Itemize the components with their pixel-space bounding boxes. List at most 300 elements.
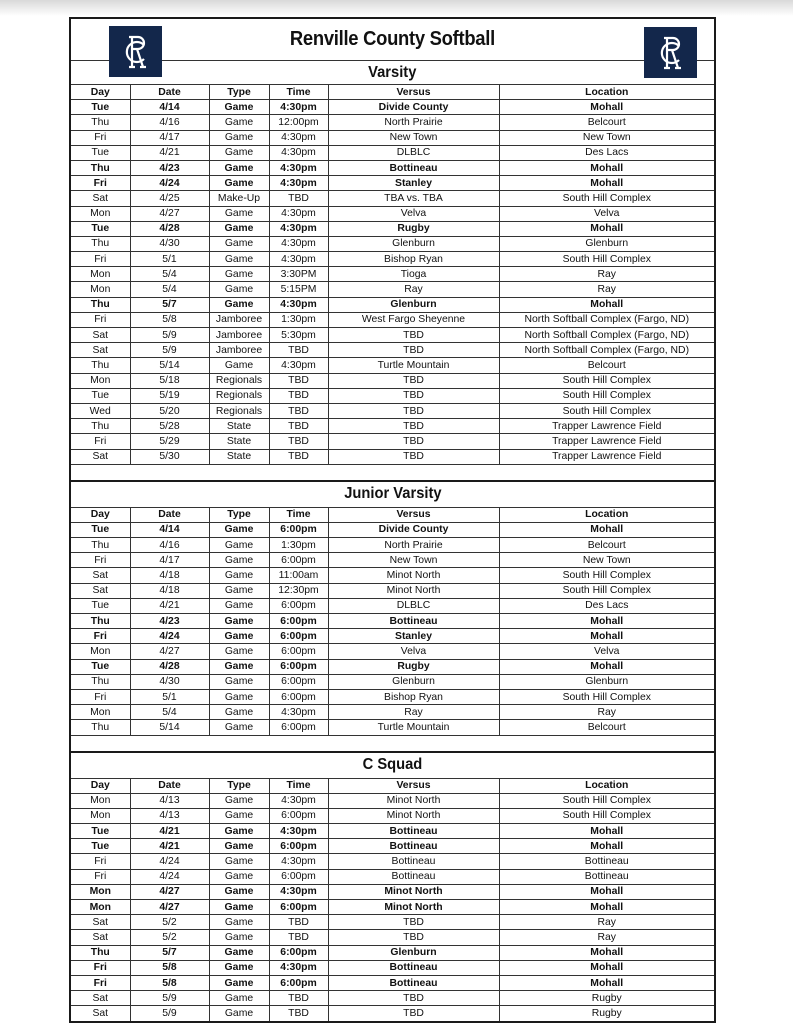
table-row bbox=[71, 328, 714, 343]
cell-day: Sat bbox=[71, 191, 130, 206]
cell-type: Jamboree bbox=[209, 343, 269, 358]
cell-type: Game bbox=[209, 522, 269, 537]
table-row bbox=[71, 388, 714, 403]
cell-time: TBD bbox=[269, 343, 328, 358]
cell-type: Jamboree bbox=[209, 312, 269, 327]
cell-date: 4/18 bbox=[130, 568, 209, 583]
cell-location: Belcourt bbox=[499, 358, 714, 373]
cell-time: 12:30pm bbox=[269, 583, 328, 598]
cell-time: 12:00pm bbox=[269, 115, 328, 130]
table-row bbox=[71, 629, 714, 644]
cell-day: Fri bbox=[71, 553, 130, 568]
cell-day: Fri bbox=[71, 130, 130, 145]
cell-location: Des Lacs bbox=[499, 145, 714, 160]
cell-location: Mohall bbox=[499, 629, 714, 644]
cell-day: Mon bbox=[71, 267, 130, 282]
cell-type: Game bbox=[209, 930, 269, 945]
column-header-day: Day bbox=[71, 85, 130, 100]
cell-versus: West Fargo Sheyenne bbox=[328, 312, 499, 327]
cell-type: Game bbox=[209, 568, 269, 583]
table-row bbox=[71, 991, 714, 1006]
cell-location: Glenburn bbox=[499, 236, 714, 251]
cell-time: 6:00pm bbox=[269, 644, 328, 659]
cell-day: Thu bbox=[71, 358, 130, 373]
cell-date: 5/9 bbox=[130, 343, 209, 358]
cell-date: 5/7 bbox=[130, 297, 209, 312]
cell-versus: Minot North bbox=[328, 884, 499, 899]
cell-day: Fri bbox=[71, 434, 130, 449]
cell-versus: New Town bbox=[328, 553, 499, 568]
table-row bbox=[71, 297, 714, 312]
cell-day: Thu bbox=[71, 674, 130, 689]
table-row bbox=[71, 100, 714, 115]
cell-day: Thu bbox=[71, 945, 130, 960]
cell-location: Mohall bbox=[499, 884, 714, 899]
cell-versus: TBD bbox=[328, 388, 499, 403]
cell-date: 4/21 bbox=[130, 839, 209, 854]
cell-location: Ray bbox=[499, 282, 714, 297]
cell-versus: Minot North bbox=[328, 900, 499, 915]
cell-time: 4:30pm bbox=[269, 206, 328, 221]
cell-day: Sat bbox=[71, 328, 130, 343]
cell-time: 6:00pm bbox=[269, 629, 328, 644]
cell-date: 4/21 bbox=[130, 598, 209, 613]
table-row bbox=[71, 221, 714, 236]
cell-time: 5:30pm bbox=[269, 328, 328, 343]
cell-date: 4/27 bbox=[130, 900, 209, 915]
table-row bbox=[71, 419, 714, 434]
cell-versus: TBD bbox=[328, 915, 499, 930]
cell-type: Game bbox=[209, 991, 269, 1006]
cell-day: Wed bbox=[71, 403, 130, 418]
cell-day: Fri bbox=[71, 312, 130, 327]
table-row bbox=[71, 115, 714, 130]
cell-day: Mon bbox=[71, 808, 130, 823]
table-row bbox=[71, 614, 714, 629]
table-row bbox=[71, 915, 714, 930]
cell-location: Mohall bbox=[499, 824, 714, 839]
cell-location: Des Lacs bbox=[499, 598, 714, 613]
table-row bbox=[71, 236, 714, 251]
cell-date: 5/2 bbox=[130, 915, 209, 930]
cell-location: Belcourt bbox=[499, 720, 714, 735]
cell-location: South Hill Complex bbox=[499, 252, 714, 267]
page-top-shadow bbox=[0, 0, 793, 16]
cell-versus: Bottineau bbox=[328, 960, 499, 975]
cell-location: Mohall bbox=[499, 100, 714, 115]
cell-type: Game bbox=[209, 598, 269, 613]
cell-type: Game bbox=[209, 644, 269, 659]
cell-location: Mohall bbox=[499, 839, 714, 854]
cell-versus: Bottineau bbox=[328, 160, 499, 175]
cell-time: 6:00pm bbox=[269, 614, 328, 629]
cell-versus: TBD bbox=[328, 373, 499, 388]
cell-type: Game bbox=[209, 358, 269, 373]
cell-type: Game bbox=[209, 100, 269, 115]
cell-type: Game bbox=[209, 945, 269, 960]
table-row bbox=[71, 160, 714, 175]
cell-type: Game bbox=[209, 674, 269, 689]
table-row bbox=[71, 674, 714, 689]
column-header-versus: Versus bbox=[328, 85, 499, 100]
cell-type: Game bbox=[209, 236, 269, 251]
cell-day: Mon bbox=[71, 793, 130, 808]
column-header-date: Date bbox=[130, 85, 209, 100]
cell-location: New Town bbox=[499, 130, 714, 145]
table-row bbox=[71, 449, 714, 464]
column-header-type: Type bbox=[209, 85, 269, 100]
cell-type: Game bbox=[209, 839, 269, 854]
cell-date: 5/28 bbox=[130, 419, 209, 434]
column-header-day: Day bbox=[71, 779, 130, 794]
cell-type: Game bbox=[209, 1006, 269, 1021]
cell-date: 5/8 bbox=[130, 960, 209, 975]
cell-location: South Hill Complex bbox=[499, 689, 714, 704]
cell-time: 4:30pm bbox=[269, 854, 328, 869]
cell-location: Belcourt bbox=[499, 538, 714, 553]
cell-versus: Glenburn bbox=[328, 674, 499, 689]
cell-location: Ray bbox=[499, 915, 714, 930]
rc-monogram-logo-icon bbox=[109, 26, 162, 77]
cell-date: 4/27 bbox=[130, 884, 209, 899]
cell-time: 6:00pm bbox=[269, 808, 328, 823]
schedule-section bbox=[71, 61, 714, 464]
column-header-location: Location bbox=[499, 779, 714, 794]
cell-type: Game bbox=[209, 689, 269, 704]
table-row bbox=[71, 824, 714, 839]
cell-location: South Hill Complex bbox=[499, 793, 714, 808]
cell-date: 4/30 bbox=[130, 674, 209, 689]
cell-type: Game bbox=[209, 130, 269, 145]
schedule-sections bbox=[71, 61, 714, 1021]
cell-versus: Ray bbox=[328, 705, 499, 720]
cell-location: Velva bbox=[499, 206, 714, 221]
cell-versus: Bottineau bbox=[328, 869, 499, 884]
column-header-location: Location bbox=[499, 85, 714, 100]
cell-versus: Ray bbox=[328, 282, 499, 297]
cell-time: 4:30pm bbox=[269, 145, 328, 160]
cell-time: TBD bbox=[269, 930, 328, 945]
table-row bbox=[71, 644, 714, 659]
rc-monogram-logo-icon bbox=[644, 27, 697, 78]
cell-type: Regionals bbox=[209, 403, 269, 418]
cell-location: Ray bbox=[499, 267, 714, 282]
cell-date: 4/14 bbox=[130, 522, 209, 537]
cell-versus: Glenburn bbox=[328, 297, 499, 312]
cell-type: Game bbox=[209, 160, 269, 175]
schedule-table bbox=[71, 779, 714, 1021]
column-header-day: Day bbox=[71, 508, 130, 523]
column-header-date: Date bbox=[130, 779, 209, 794]
cell-day: Sat bbox=[71, 991, 130, 1006]
cell-date: 4/18 bbox=[130, 583, 209, 598]
cell-versus: Rugby bbox=[328, 659, 499, 674]
cell-day: Mon bbox=[71, 373, 130, 388]
cell-versus: TBD bbox=[328, 449, 499, 464]
cell-location: Glenburn bbox=[499, 674, 714, 689]
cell-time: TBD bbox=[269, 1006, 328, 1021]
cell-location: South Hill Complex bbox=[499, 191, 714, 206]
table-row bbox=[71, 568, 714, 583]
cell-versus: TBD bbox=[328, 419, 499, 434]
cell-time: 1:30pm bbox=[269, 312, 328, 327]
cell-date: 4/17 bbox=[130, 553, 209, 568]
table-header-row bbox=[71, 85, 714, 100]
cell-location: Ray bbox=[499, 705, 714, 720]
cell-date: 5/18 bbox=[130, 373, 209, 388]
cell-day: Tue bbox=[71, 388, 130, 403]
cell-type: Game bbox=[209, 915, 269, 930]
table-row bbox=[71, 884, 714, 899]
cell-type: Game bbox=[209, 583, 269, 598]
cell-date: 5/4 bbox=[130, 705, 209, 720]
cell-time: 6:00pm bbox=[269, 839, 328, 854]
cell-time: 6:00pm bbox=[269, 869, 328, 884]
cell-location: Mohall bbox=[499, 221, 714, 236]
table-row bbox=[71, 960, 714, 975]
cell-type: Game bbox=[209, 206, 269, 221]
table-row bbox=[71, 553, 714, 568]
cell-type: Jamboree bbox=[209, 328, 269, 343]
cell-date: 5/29 bbox=[130, 434, 209, 449]
table-row bbox=[71, 176, 714, 191]
section-title-text: Junior Varsity bbox=[343, 485, 442, 503]
schedule-table bbox=[71, 508, 714, 735]
cell-day: Sat bbox=[71, 449, 130, 464]
cell-versus: TBD bbox=[328, 1006, 499, 1021]
table-row bbox=[71, 689, 714, 704]
cell-versus: Velva bbox=[328, 644, 499, 659]
cell-time: 4:30pm bbox=[269, 960, 328, 975]
cell-date: 4/13 bbox=[130, 808, 209, 823]
cell-day: Tue bbox=[71, 598, 130, 613]
cell-type: Game bbox=[209, 176, 269, 191]
cell-day: Tue bbox=[71, 659, 130, 674]
cell-type: Game bbox=[209, 884, 269, 899]
document-header bbox=[71, 19, 714, 61]
cell-date: 4/30 bbox=[130, 236, 209, 251]
cell-day: Thu bbox=[71, 720, 130, 735]
cell-location: Trapper Lawrence Field bbox=[499, 449, 714, 464]
cell-day: Tue bbox=[71, 839, 130, 854]
cell-time: 3:30PM bbox=[269, 267, 328, 282]
cell-time: TBD bbox=[269, 915, 328, 930]
cell-time: 4:30pm bbox=[269, 221, 328, 236]
table-header-row bbox=[71, 508, 714, 523]
cell-time: 4:30pm bbox=[269, 100, 328, 115]
cell-versus: Divide County bbox=[328, 100, 499, 115]
cell-versus: Rugby bbox=[328, 221, 499, 236]
schedule-section bbox=[71, 751, 714, 1021]
cell-type: Game bbox=[209, 824, 269, 839]
cell-time: 4:30pm bbox=[269, 252, 328, 267]
cell-day: Thu bbox=[71, 236, 130, 251]
table-row bbox=[71, 358, 714, 373]
cell-date: 5/9 bbox=[130, 1006, 209, 1021]
column-header-date: Date bbox=[130, 508, 209, 523]
table-row bbox=[71, 705, 714, 720]
cell-type: Game bbox=[209, 793, 269, 808]
cell-time: 6:00pm bbox=[269, 598, 328, 613]
cell-day: Fri bbox=[71, 252, 130, 267]
cell-date: 5/1 bbox=[130, 689, 209, 704]
cell-versus: New Town bbox=[328, 130, 499, 145]
cell-time: 11:00am bbox=[269, 568, 328, 583]
cell-day: Tue bbox=[71, 100, 130, 115]
cell-time: 4:30pm bbox=[269, 793, 328, 808]
cell-location: New Town bbox=[499, 553, 714, 568]
cell-day: Mon bbox=[71, 644, 130, 659]
cell-time: TBD bbox=[269, 373, 328, 388]
table-row bbox=[71, 854, 714, 869]
cell-date: 5/8 bbox=[130, 975, 209, 990]
cell-date: 5/2 bbox=[130, 930, 209, 945]
table-row bbox=[71, 343, 714, 358]
cell-type: Game bbox=[209, 252, 269, 267]
cell-day: Sat bbox=[71, 915, 130, 930]
cell-day: Thu bbox=[71, 614, 130, 629]
cell-type: Game bbox=[209, 720, 269, 735]
cell-location: Mohall bbox=[499, 297, 714, 312]
cell-location: South Hill Complex bbox=[499, 568, 714, 583]
cell-versus: Tioga bbox=[328, 267, 499, 282]
cell-type: Game bbox=[209, 553, 269, 568]
cell-versus: Stanley bbox=[328, 629, 499, 644]
cell-type: Game bbox=[209, 221, 269, 236]
cell-location: Velva bbox=[499, 644, 714, 659]
column-header-versus: Versus bbox=[328, 508, 499, 523]
cell-time: 4:30pm bbox=[269, 824, 328, 839]
cell-date: 4/17 bbox=[130, 130, 209, 145]
cell-date: 4/27 bbox=[130, 644, 209, 659]
cell-type: Game bbox=[209, 854, 269, 869]
cell-day: Mon bbox=[71, 705, 130, 720]
cell-location: Trapper Lawrence Field bbox=[499, 434, 714, 449]
table-row bbox=[71, 191, 714, 206]
cell-time: 6:00pm bbox=[269, 553, 328, 568]
cell-versus: Bottineau bbox=[328, 839, 499, 854]
cell-location: Mohall bbox=[499, 522, 714, 537]
cell-versus: Minot North bbox=[328, 793, 499, 808]
cell-location: Mohall bbox=[499, 900, 714, 915]
cell-location: Mohall bbox=[499, 945, 714, 960]
cell-time: 4:30pm bbox=[269, 160, 328, 175]
cell-date: 4/24 bbox=[130, 854, 209, 869]
table-header-row bbox=[71, 779, 714, 794]
cell-time: TBD bbox=[269, 449, 328, 464]
cell-time: TBD bbox=[269, 991, 328, 1006]
table-row bbox=[71, 808, 714, 823]
cell-day: Thu bbox=[71, 419, 130, 434]
cell-versus: North Prairie bbox=[328, 115, 499, 130]
cell-date: 4/21 bbox=[130, 824, 209, 839]
cell-day: Mon bbox=[71, 206, 130, 221]
cell-time: 1:30pm bbox=[269, 538, 328, 553]
cell-type: Game bbox=[209, 145, 269, 160]
cell-time: 4:30pm bbox=[269, 705, 328, 720]
cell-type: Game bbox=[209, 282, 269, 297]
table-row bbox=[71, 373, 714, 388]
cell-date: 5/14 bbox=[130, 358, 209, 373]
table-row bbox=[71, 659, 714, 674]
cell-day: Sat bbox=[71, 343, 130, 358]
cell-time: 6:00pm bbox=[269, 975, 328, 990]
cell-day: Fri bbox=[71, 689, 130, 704]
section-spacer bbox=[71, 735, 714, 751]
table-row bbox=[71, 598, 714, 613]
cell-location: South Hill Complex bbox=[499, 388, 714, 403]
cell-location: South Hill Complex bbox=[499, 583, 714, 598]
column-header-type: Type bbox=[209, 779, 269, 794]
cell-versus: Minot North bbox=[328, 568, 499, 583]
cell-versus: TBA vs. TBA bbox=[328, 191, 499, 206]
table-row bbox=[71, 434, 714, 449]
table-row bbox=[71, 403, 714, 418]
cell-type: Game bbox=[209, 267, 269, 282]
cell-date: 4/23 bbox=[130, 160, 209, 175]
table-row bbox=[71, 930, 714, 945]
cell-type: Game bbox=[209, 705, 269, 720]
section-title-text: C Squad bbox=[362, 756, 423, 773]
cell-location: Trapper Lawrence Field bbox=[499, 419, 714, 434]
table-row bbox=[71, 793, 714, 808]
section-title-c-squad bbox=[71, 751, 714, 779]
cell-day: Sat bbox=[71, 583, 130, 598]
cell-location: Mohall bbox=[499, 975, 714, 990]
document-title: Renville County Softball bbox=[289, 28, 495, 50]
cell-date: 5/19 bbox=[130, 388, 209, 403]
table-row bbox=[71, 267, 714, 282]
cell-versus: TBD bbox=[328, 991, 499, 1006]
cell-location: Mohall bbox=[499, 659, 714, 674]
column-header-location: Location bbox=[499, 508, 714, 523]
table-row bbox=[71, 583, 714, 598]
cell-time: 4:30pm bbox=[269, 176, 328, 191]
section-title-text: Varsity bbox=[368, 63, 417, 81]
cell-day: Sat bbox=[71, 1006, 130, 1021]
table-row bbox=[71, 900, 714, 915]
cell-type: Game bbox=[209, 869, 269, 884]
cell-location: Mohall bbox=[499, 176, 714, 191]
schedule-sheet bbox=[69, 17, 716, 1023]
cell-time: 4:30pm bbox=[269, 130, 328, 145]
cell-time: 6:00pm bbox=[269, 674, 328, 689]
cell-type: State bbox=[209, 419, 269, 434]
cell-versus: TBD bbox=[328, 343, 499, 358]
cell-location: Rugby bbox=[499, 1006, 714, 1021]
cell-date: 5/8 bbox=[130, 312, 209, 327]
cell-time: 6:00pm bbox=[269, 659, 328, 674]
cell-day: Thu bbox=[71, 538, 130, 553]
cell-day: Thu bbox=[71, 115, 130, 130]
cell-type: Game bbox=[209, 975, 269, 990]
cell-type: Regionals bbox=[209, 373, 269, 388]
cell-date: 5/9 bbox=[130, 328, 209, 343]
cell-type: Make-Up bbox=[209, 191, 269, 206]
cell-versus: Velva bbox=[328, 206, 499, 221]
column-header-time: Time bbox=[269, 508, 328, 523]
cell-versus: Bishop Ryan bbox=[328, 689, 499, 704]
cell-versus: Bishop Ryan bbox=[328, 252, 499, 267]
cell-versus: TBD bbox=[328, 434, 499, 449]
cell-versus: Minot North bbox=[328, 583, 499, 598]
cell-location: Mohall bbox=[499, 160, 714, 175]
column-header-time: Time bbox=[269, 85, 328, 100]
cell-time: 6:00pm bbox=[269, 689, 328, 704]
table-row bbox=[71, 945, 714, 960]
column-header-type: Type bbox=[209, 508, 269, 523]
cell-time: 6:00pm bbox=[269, 900, 328, 915]
